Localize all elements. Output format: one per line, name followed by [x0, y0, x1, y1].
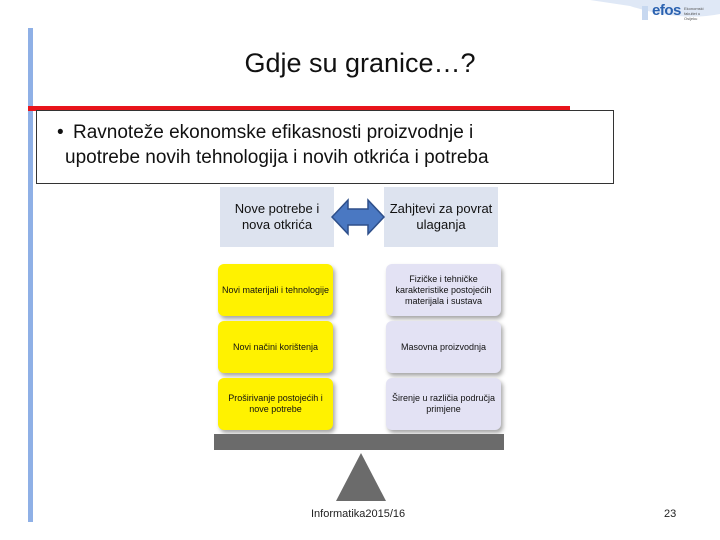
logo-mark-icon	[642, 6, 648, 20]
right-item-2-label: Masovna proizvodnja	[400, 341, 487, 352]
left-header-label: Nove potrebe i nova otkrića	[234, 201, 320, 232]
left-item-3	[218, 378, 333, 430]
bullet-dot-icon: •	[57, 122, 64, 143]
logo-text: efos	[652, 2, 681, 19]
fulcrum-triangle-icon	[334, 451, 388, 503]
slide-title: Gdje su granice…?	[244, 48, 476, 78]
left-item-3-label: Proširivanje postojećih i nove potrebe	[228, 393, 323, 414]
right-header	[384, 187, 498, 247]
right-header-label: Zahjtevi za povrat ulaganja	[389, 201, 493, 232]
logo-subtitle: Ekonomski fakultet u Osijeku	[684, 6, 704, 21]
right-item-3	[386, 378, 501, 430]
left-item-1-label: Novi materijali i tehnologije	[221, 284, 330, 295]
bullet-line-1: Ravnoteže ekonomske efikasnosti proizvodnje i	[73, 122, 474, 143]
right-item-3-label: Širenje u različia područja primjene	[391, 393, 496, 414]
right-item-1	[386, 264, 501, 316]
bullet-line-2: upotrebe novih tehnologija i novih otkrića i potreba	[65, 147, 489, 168]
left-item-1	[218, 264, 333, 316]
left-header	[220, 187, 334, 247]
balance-plank	[214, 434, 504, 450]
right-item-2	[386, 321, 501, 373]
double-arrow-icon	[330, 196, 386, 238]
page-number: 23	[664, 508, 677, 520]
left-item-2-label: Novi načini korištenja	[232, 341, 319, 352]
bullet-box	[36, 110, 614, 184]
efos-logo	[642, 2, 708, 24]
left-item-2	[218, 321, 333, 373]
left-accent-bar	[28, 28, 33, 522]
footer-text: Informatika2015/16	[311, 508, 406, 520]
bullet-text	[57, 120, 617, 170]
right-item-1-label: Fizičke i tehničke karakteristike postojećih materijala i sustava	[395, 273, 492, 306]
